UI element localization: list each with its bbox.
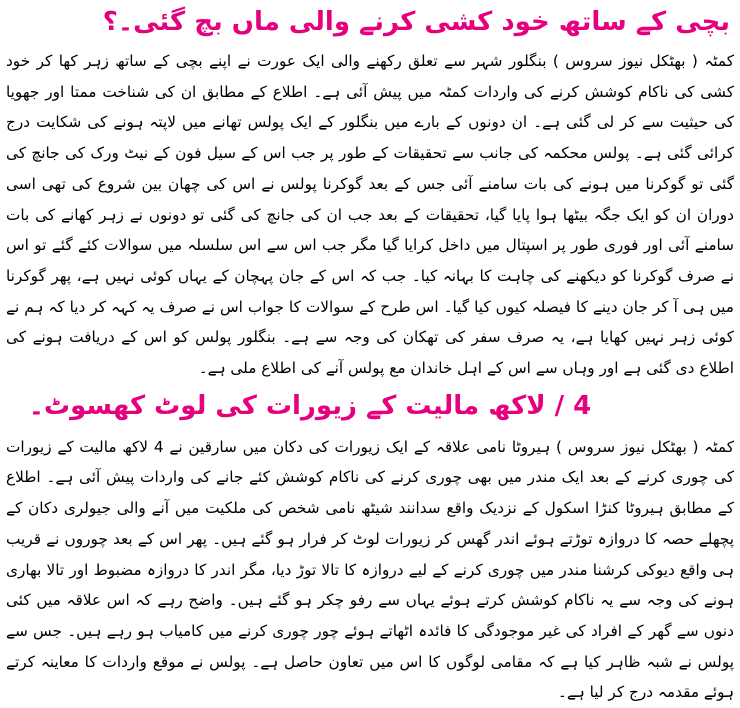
article-body: کمٹہ ( بھٹکل نیوز سروس ) بنگلور شہر سے تعلق رکھنے والی ایک عورت نے اپنے بچی کے ساتھ زہر کھا کر خود کشی کی ناکام کوشش کرنے کی واردات کمٹہ میں پیش آئی ہے۔ اطلاع کے مطابق ان کی شناخت ممتا اور جھویا کی حیثیت سے کر لی گئی ہے۔ ان دونوں کے بارے میں بنگلور کے ایک پولس تھانے میں لاپتہ ہونے کی شکایت درج کرائی گئی ہے۔ پولس محکمہ کی جانب سے تحقیقات کے طور پر جب اس کے سیل فون کے نیٹ ورک کی جانچ کی گئی تو گوکرنا میں ہونے کی بات سامنے آئی جس کے بعد گوکرنا پولس نے اس کی چھان بین شروع کی تھی اسی دوران ان کو ایک جگہ بیٹھا ہوا پایا گیا، تحقیقات کے بعد جب ان کی جانچ کی گئی تو دونوں نے زہر کھانے کی بات سامنے آئی اور فوری طور پر اسپتال میں داخل کرایا گیا مگر جب اس سے اس سلسلہ میں سوالات کئے گئے تو اس نے صرف گوکرنا کو دیکھنے کی چاہت کا بہانہ کیا۔ جب کہ اس کے جان پہچان کے یہاں کوئی نہیں ہے، پھر گوکرنا میں ہی آ کر جان دینے کا فیصلہ کیوں کیا گیا۔ اس طرح کے سوالات کا جواب اس نے صرف یہ کہہ کر دیا کہ ہم نے کوئی زہر نہیں کھایا ہے، یہ صرف سفر کی تھکان کی وجہ سے ہے۔ بنگلور پولس کو اس کے دریافت ہونے کی اطلاع دی گئی ہے اور وہاں سے اس کے اہل خاندان مع پولس آنے کی اطلاع ملی ہے۔ [6, 52, 734, 378]
article-headline: 4 / لاکھ مالیت کے زیورات کی لوٹ کھسوٹ۔ [28, 390, 592, 421]
article-suicide-attempt [6, 2, 734, 384]
article-headline: بچی کے ساتھ خود کشی کرنے والی ماں بچ گئی۔؟ [102, 7, 730, 37]
article-jewellery-theft [6, 386, 734, 708]
article-body: کمٹہ ( بھٹکل نیوز سروس ) ہیروٹا نامی علاقہ کے ایک زیورات کی دکان میں سارقین نے 4 لاکھ مالیت کے زیورات کی چوری کرنے کے بعد ایک مندر میں بھی چوری کرنے کی ناکام کوشش کئے جانے کی واردات پیش آئی ہے۔ اطلاع کے مطابق ہیروٹا کنڑا اسکول کے نزدیک واقع سدانند شیٹھ نامی شخص کی ملکیت میں آنے والی جیولری دکان کے پچھلے حصہ کا دروازہ توڑتے ہوئے اندر گھس کر زیورات لوٹ کر فرار ہو گئے ہیں۔ پھر اس کے بعد چوروں نے قریب ہی واقع دیوکی کرشنا مندر میں چوری کرنے کے لیے دروازہ کا تالا توڑ دیا، مگر اندر کا دروازہ مضبوط اور تالا بھاری ہونے کی وجہ سے یہ ناکام کوشش کرتے ہوئے یہاں سے رفو چکر ہو گئے ہیں۔ واضح رہے کہ اس علاقہ میں کئی دنوں سے گھر کے افراد کی غیر موجودگی کا فائدہ اٹھاتے ہوئے چور چوری کرنے میں کامیاب ہو رہے ہیں۔ جس سے پولس نے شبہ ظاہر کیا ہے کہ مقامی لوگوں کا اس میں تعاون حاصل ہے۔ پولس نے موقع واردات کا معاینہ کرتے ہوئے مقدمہ درج کر لیا ہے۔ [6, 437, 734, 702]
